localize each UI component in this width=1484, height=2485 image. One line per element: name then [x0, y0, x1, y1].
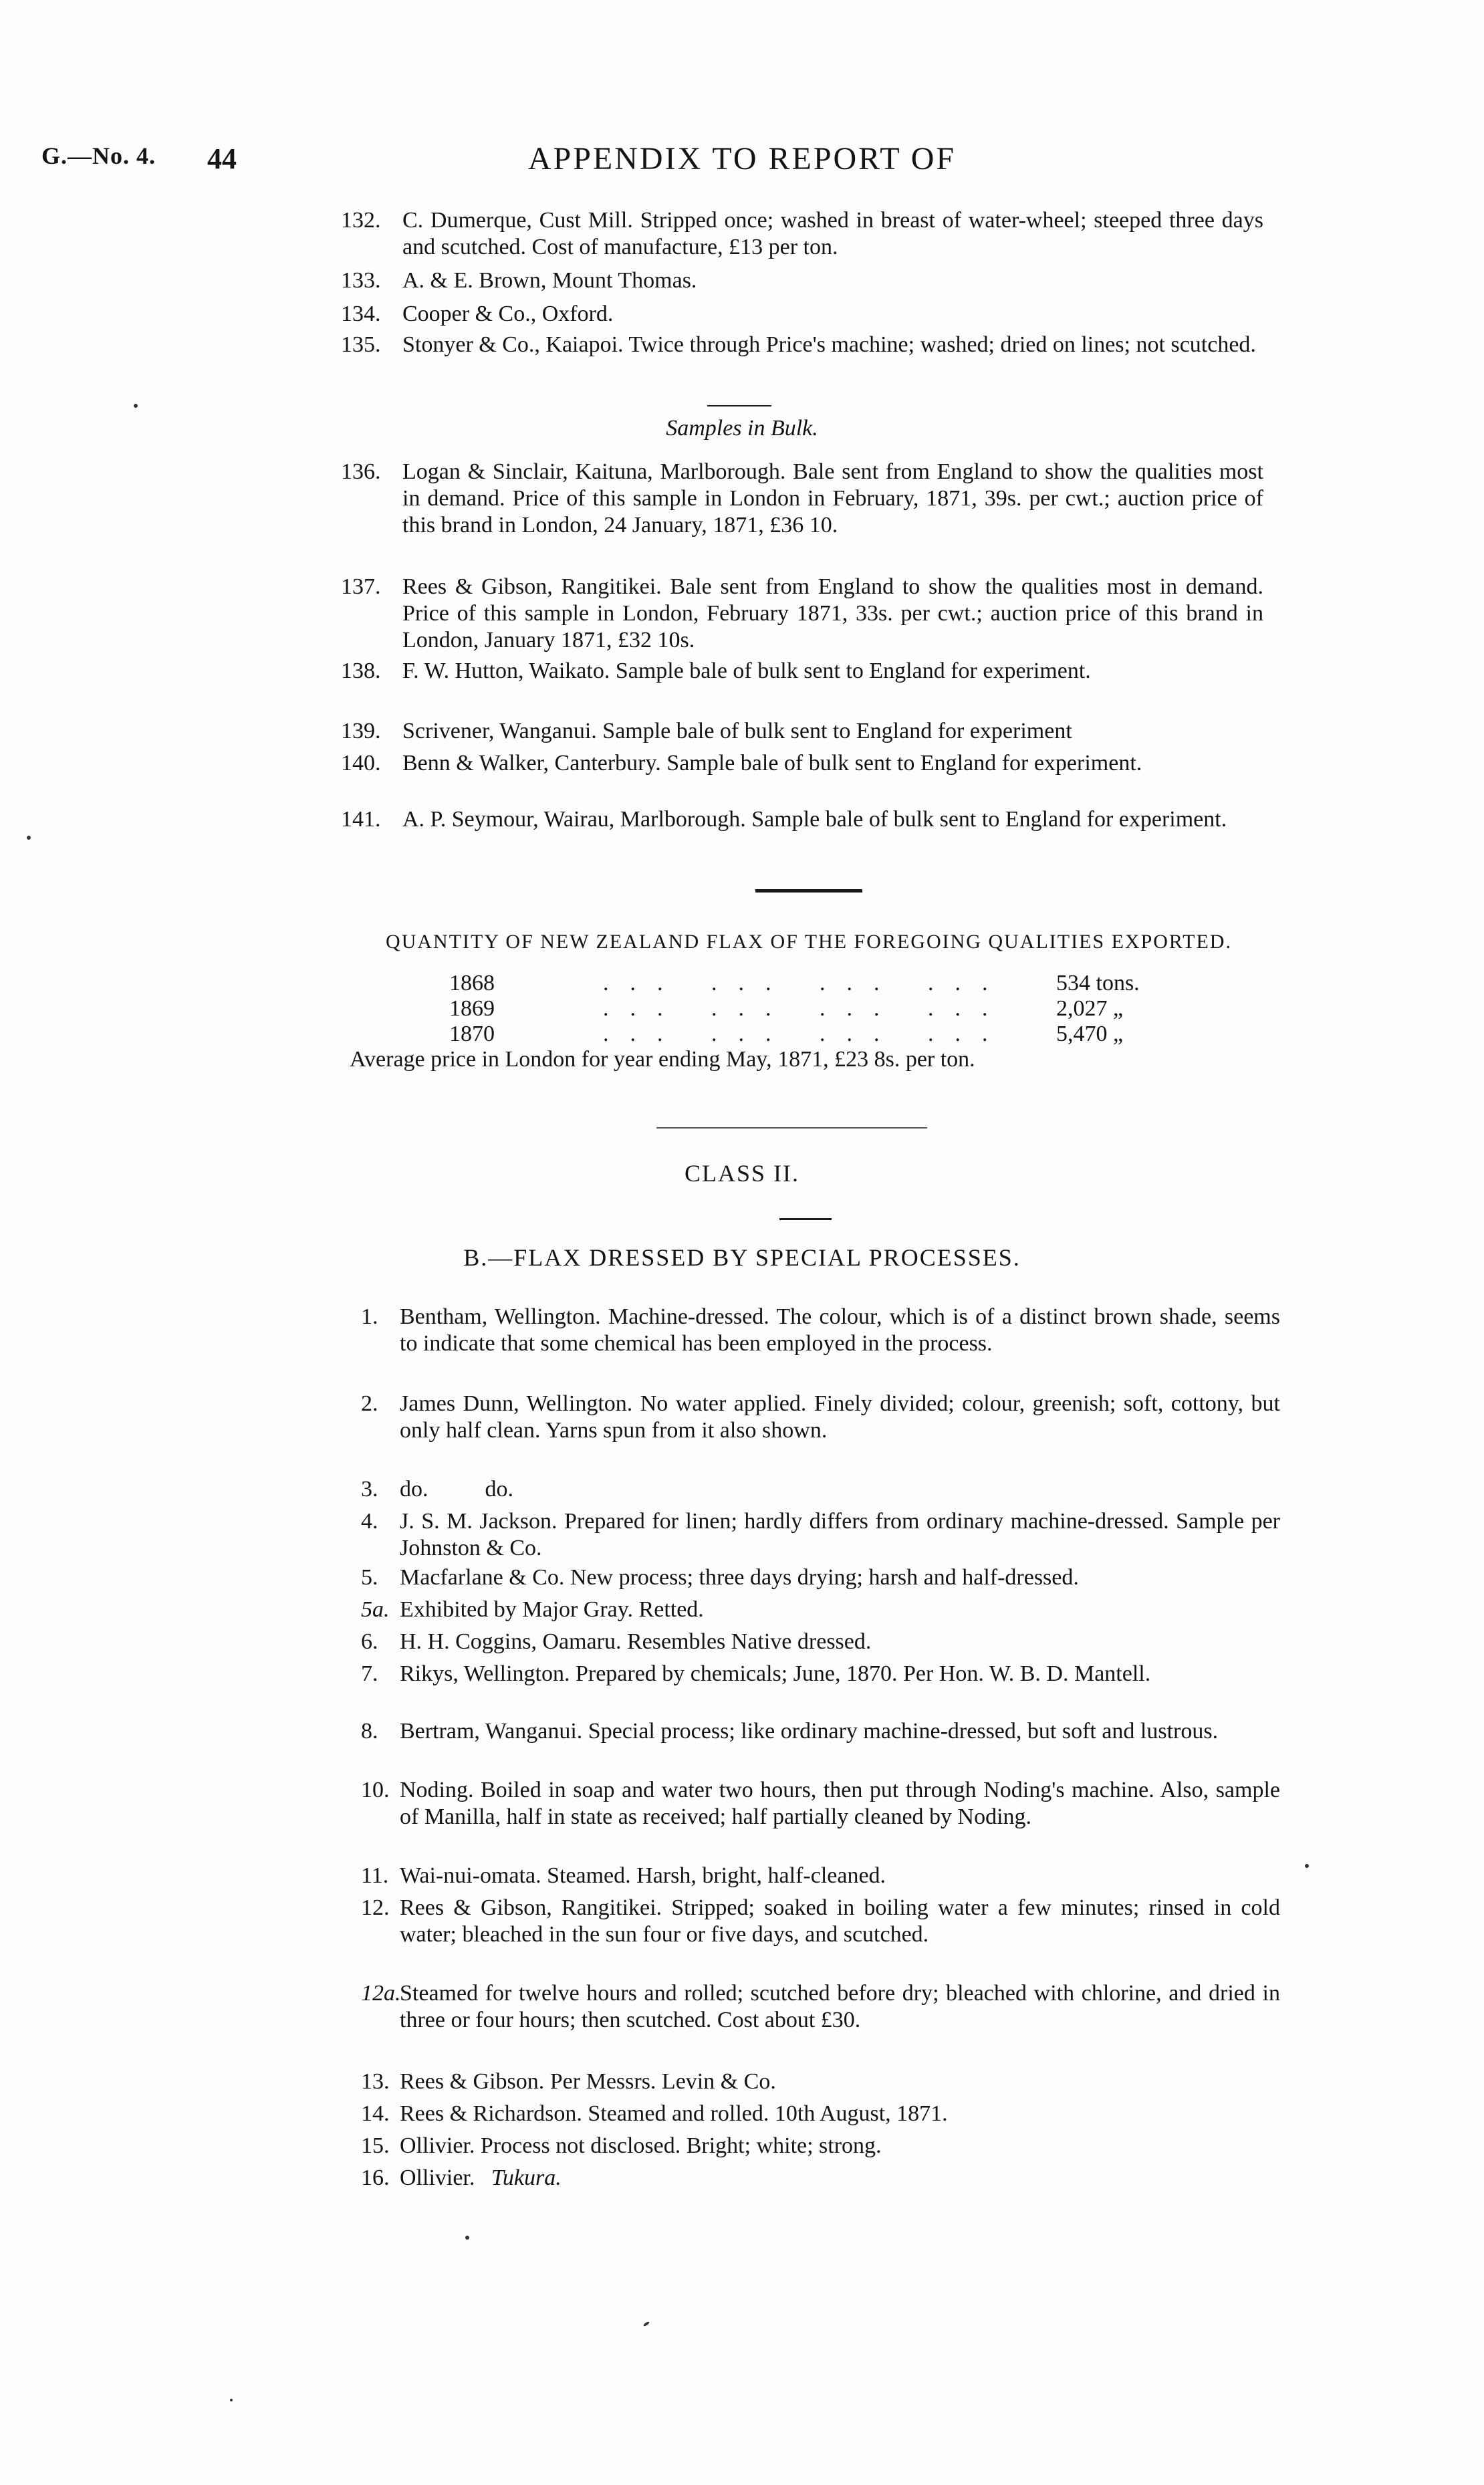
entry-number: 4.	[361, 1509, 378, 1534]
leader-dots: ... ... ... ...	[603, 996, 1009, 1021]
print-speck	[230, 2399, 233, 2401]
entry-text: Ollivier.	[400, 2165, 475, 2190]
export-year: 1868	[449, 971, 495, 995]
entry-number: 139.	[341, 719, 381, 743]
entry-number: 1.	[361, 1304, 378, 1329]
page-title: APPENDIX TO REPORT OF	[527, 141, 957, 176]
entry-text: Benn & Walker, Canterbury. Sample bale of bulk sent to England for experiment.	[402, 751, 1142, 776]
entry-number: 134.	[341, 302, 381, 326]
entry-text: Scrivener, Wanganui. Sample bale of bulk sent to England for experiment	[402, 719, 1072, 743]
entry-text: Bertram, Wanganui. Special process; like ordinary machine-dressed, but soft and lustrous.	[400, 1719, 1219, 1744]
entry-number: 133.	[341, 268, 381, 293]
entry-text: Rees & Gibson, Rangitikei. Bale sent from England to show the qualities most in demand. Price of this sample in London, February 1871, 33s. per cwt.; auction price of this brand in London, January 1871, £32 10s.	[402, 574, 1263, 653]
entry-text: C. Dumerque, Cust Mill. Stripped once; washed in breast of water-wheel; steeped three days and scutched. Cost of manufacture, £13 per ton.	[402, 208, 1263, 259]
entry-text: James Dunn, Wellington. No water applied. Finely divided; colour, greenish; soft, cottony, but only half clean. Yarns spun from it also shown.	[400, 1391, 1280, 1443]
samples-heading: Samples in Bulk.	[666, 416, 818, 441]
entry-number: 13.	[361, 2069, 390, 2094]
entry-number: 5.	[361, 1565, 378, 1590]
entry-number: 132.	[341, 208, 381, 233]
entry-number: 14.	[361, 2101, 390, 2126]
entry-text: Rees & Gibson. Per Messrs. Levin & Co.	[400, 2069, 776, 2094]
entry-number: 7.	[361, 1661, 378, 1686]
entry-text: Rees & Richardson. Steamed and rolled. 10th August, 1871.	[400, 2101, 948, 2126]
entry-text: A. P. Seymour, Wairau, Marlborough. Sample bale of bulk sent to England for experiment.	[402, 807, 1227, 832]
print-speck	[1305, 1864, 1309, 1868]
entry-number: 8.	[361, 1719, 378, 1744]
section-divider	[707, 405, 771, 406]
entry-number: 140.	[341, 751, 381, 776]
export-quantity: 534 tons.	[1056, 971, 1140, 995]
section-divider	[755, 889, 862, 893]
table-row	[449, 971, 1185, 997]
entry-text: do. do.	[400, 1477, 513, 1502]
export-quantity: 5,470 „	[1056, 1022, 1124, 1046]
entry-text-wrapper	[400, 2165, 1280, 2192]
print-speck	[643, 2321, 650, 2327]
entry-text: Bentham, Wellington. Machine-dressed. The colour, which is of a distinct brown shade, seems to indicate that some chemical has been employed in the process.	[400, 1304, 1280, 1356]
entry-number: 11.	[361, 1863, 389, 1888]
entry-number: 5a.	[361, 1597, 390, 1622]
exports-title: QUANTITY OF NEW ZEALAND FLAX OF THE FOREGOING QUALITIES EXPORTED.	[386, 931, 1232, 953]
entry-text: Noding. Boiled in soap and water two hours, then put through Noding's machine. Also, sample of Manilla, half in state as received; half partially cleaned by Noding.	[400, 1778, 1280, 1829]
entry-number: 2.	[361, 1391, 378, 1416]
entry-text: J. S. M. Jackson. Prepared for linen; hardly differs from ordinary machine-dressed. Sample per Johnston & Co.	[400, 1509, 1280, 1560]
table-row	[449, 996, 1185, 1023]
leader-dots: ... ... ... ...	[603, 971, 1009, 995]
export-year: 1870	[449, 1022, 495, 1046]
entry-text: Ollivier. Process not disclosed. Bright; white; strong.	[400, 2133, 882, 2158]
entry-number: 12a.	[361, 1981, 401, 2006]
entry-text: Stonyer & Co., Kaiapoi. Twice through Price's machine; washed; dried on lines; not scutched.	[402, 332, 1256, 357]
entry-number: 15.	[361, 2133, 390, 2158]
print-speck	[465, 2236, 469, 2240]
entry-text: Macfarlane & Co. New process; three days drying; harsh and half-dressed.	[400, 1565, 1079, 1590]
entry-number: 12.	[361, 1895, 390, 1920]
class-heading: CLASS II.	[684, 1160, 800, 1187]
class-subheading: B.—FLAX DRESSED BY SPECIAL PROCESSES.	[463, 1244, 1021, 1271]
entry-number: 3.	[361, 1477, 378, 1502]
section-divider	[779, 1218, 832, 1220]
export-year: 1869	[449, 996, 495, 1021]
entry-number: 10.	[361, 1778, 390, 1802]
entry-text: Rikys, Wellington. Prepared by chemicals; June, 1870. Per Hon. W. B. D. Mantell.	[400, 1661, 1151, 1686]
average-price-note: Average price in London for year ending May, 1871, £23 8s. per ton.	[350, 1047, 975, 1072]
section-divider	[656, 1127, 927, 1129]
entry-text: A. & E. Brown, Mount Thomas.	[402, 268, 697, 293]
print-speck	[27, 836, 31, 840]
entry-number: 135.	[341, 332, 381, 357]
entry-number: 16.	[361, 2165, 390, 2190]
print-speck	[134, 404, 138, 408]
entry-text: Wai-nui-omata. Steamed. Harsh, bright, half-cleaned.	[400, 1863, 886, 1888]
entry-text: Cooper & Co., Oxford.	[402, 302, 614, 326]
entry-text: Rees & Gibson, Rangitikei. Stripped; soaked in boiling water a few minutes; rinsed in cold water; bleached in the sun four or five days, and scutched.	[400, 1895, 1280, 1947]
entry-text: Logan & Sinclair, Kaituna, Marlborough. Bale sent from England to show the qualities most in demand. Price of this sample in London in February, 1871, 39s. per cwt.; auction price of this brand in London, 24 January, 1871, £36 10.	[402, 459, 1263, 538]
document-id: G.—No. 4.	[41, 142, 156, 169]
page-number: 44	[207, 142, 237, 175]
table-row	[449, 1022, 1185, 1048]
entry-number: 141.	[341, 807, 381, 832]
entry-text: Steamed for twelve hours and rolled; scutched before dry; bleached with chlorine, and dried in three or four hours; then scutched. Cost about £30.	[400, 1981, 1280, 2032]
entry-text: F. W. Hutton, Waikato. Sample bale of bulk sent to England for experiment.	[402, 659, 1091, 683]
entry-number: 137.	[341, 574, 381, 599]
entry-number: 136.	[341, 459, 381, 484]
export-quantity: 2,027 „	[1056, 996, 1124, 1021]
leader-dots: ... ... ... ...	[603, 1022, 1009, 1046]
entry-number: 138.	[341, 659, 381, 683]
running-header	[0, 142, 1484, 182]
entry-number: 6.	[361, 1629, 378, 1654]
entry-text: H. H. Coggins, Oamaru. Resembles Native dressed.	[400, 1629, 872, 1654]
entry-text: Exhibited by Major Gray. Retted.	[400, 1597, 704, 1622]
entry-note: Tukura.	[491, 2165, 562, 2190]
